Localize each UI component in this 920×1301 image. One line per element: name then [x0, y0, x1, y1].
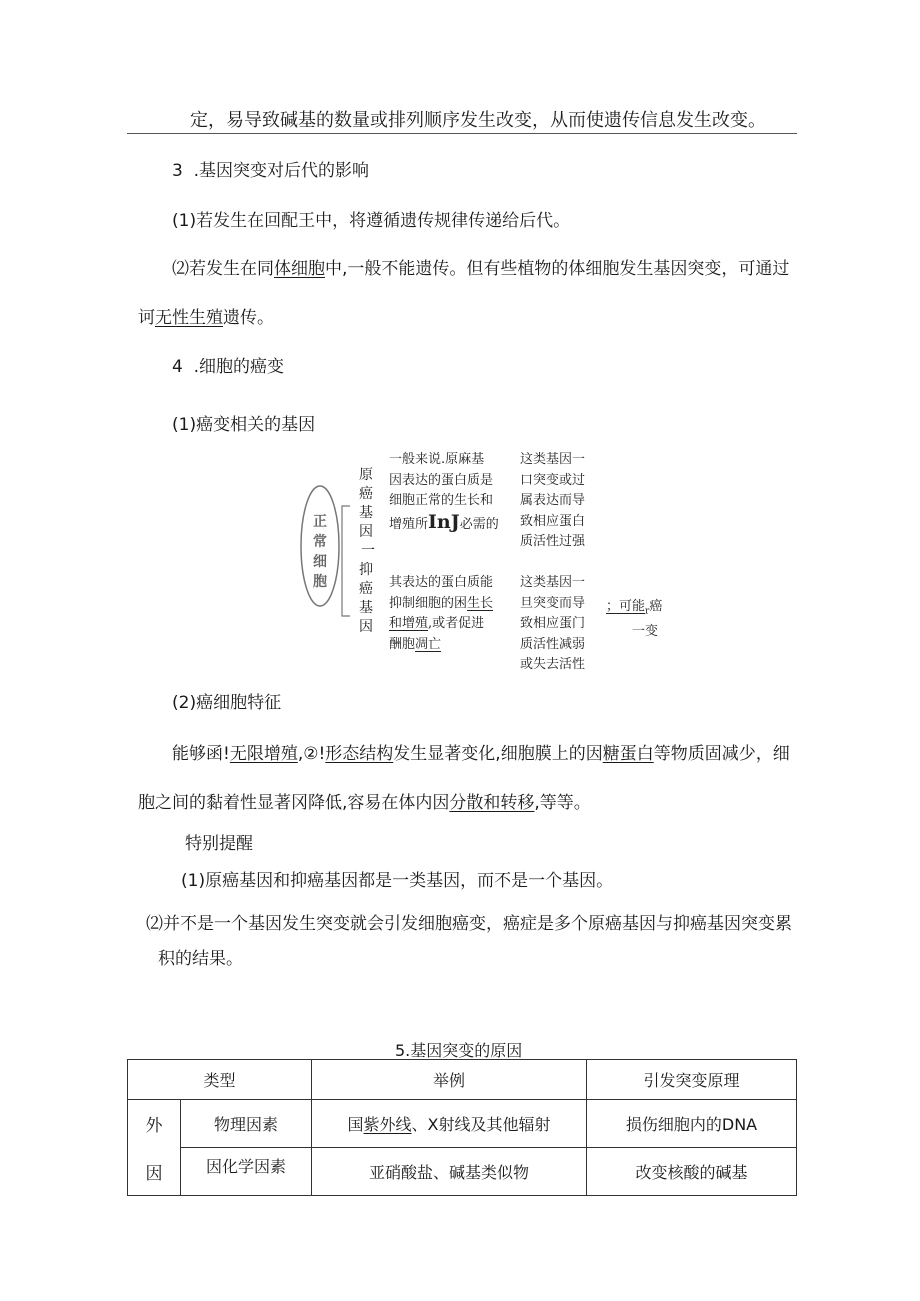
effect2-line: 或失去活性 [520, 657, 586, 672]
desc2-l3-b: ,或者促进 [428, 616, 485, 631]
f1-d: 等物质固减少，细 [653, 744, 790, 764]
header-type: 类型 [128, 1060, 312, 1100]
para-2-text-a: ⑵若发生在同 [172, 259, 274, 279]
desc2-l4-a: 酬胞 [389, 636, 416, 652]
tip-3: 积的结果。 [158, 949, 243, 969]
tumor-suppressor-description [389, 573, 493, 655]
section-4-number: 4 [172, 357, 183, 377]
r1-ex-b: 、X射线及其他辐射 [411, 1115, 551, 1134]
tumor-suppressor-effect [520, 573, 585, 676]
effect2-line: 致相应蛋门 [520, 616, 586, 631]
tips-title: 特别提醒 [185, 834, 253, 854]
desc2-line-3 [389, 614, 493, 635]
result-cancer: 癌 [649, 599, 663, 614]
f2-underline: 分散和转移 [449, 793, 535, 813]
effect1-line: 质活性过强 [520, 534, 586, 549]
r1-ex-a: 国 [347, 1115, 364, 1134]
header-rule [127, 133, 797, 134]
header-principle: 引发突变原理 [587, 1060, 797, 1100]
section-3-heading [172, 156, 369, 181]
desc1-line: 一般来说.原麻基 [389, 452, 485, 467]
normal-cell-label: 正常细胞 [313, 514, 327, 590]
para-3-underline: 无性生殖 [155, 308, 223, 328]
section-3-para-2 [172, 254, 789, 279]
table-row [128, 1148, 797, 1196]
tip-2: ⑵并不是一个基因发生突变就会引发细胞癌变，癌症是多个原癌基因与抑癌基因突变累 [146, 914, 792, 934]
row-1-example [312, 1100, 587, 1148]
features-line-2 [138, 788, 591, 813]
section-3-title: .基因突变对后代的影响 [193, 161, 370, 181]
result-line-1 [606, 597, 662, 622]
desc1-ocr-artifact: InJ [428, 510, 460, 533]
gene-bracket [342, 506, 350, 616]
para-2-underline: 体细胞 [274, 259, 325, 279]
result-text [606, 597, 662, 643]
header-example: 举例 [312, 1060, 587, 1100]
effect1-line: 属表达而导 [520, 493, 586, 508]
group-label-top: 外 [128, 1100, 181, 1148]
result-sub: r [645, 606, 650, 617]
row-2-type: 因化学因素 [181, 1148, 312, 1196]
f1-underline-3: 糖蛋白 [602, 744, 654, 764]
f2-a: 胞之间的黏着性显著冈降低,容易在体内因 [138, 793, 450, 813]
tumor-suppressor-label: 抑癌基因 [359, 562, 373, 635]
table-caption: 5.基因突变的原因 [395, 1041, 523, 1060]
desc1-line: 因表达的蛋白质是 [389, 472, 494, 488]
section-3-number: 3 [172, 161, 183, 181]
effect1-line: 这类基因一 [520, 452, 586, 467]
f1-underline-1: 无限增殖 [229, 744, 298, 764]
proto-oncogene-description [389, 450, 499, 535]
group-label-bottom: 因 [128, 1148, 181, 1196]
gene-dash: 一 [361, 543, 375, 559]
effect2-line: 旦突变而导 [520, 595, 586, 611]
desc1-line [389, 512, 499, 536]
effect1-line: 致相应蛋白 [520, 513, 586, 529]
desc2-l2-underline: 生长 [467, 595, 494, 611]
desc1-last-a: 增殖所 [389, 516, 429, 532]
proto-oncogene-effect [520, 450, 585, 553]
desc2-l2-a: 抑制细胞的困 [389, 595, 468, 611]
f2-b: ,等等。 [534, 793, 591, 813]
desc2-l4-underline: 凋亡 [415, 636, 442, 652]
proto-oncogene-label: 原癌基因 [359, 467, 373, 540]
f1-a: 能够函! [172, 744, 230, 764]
result-underline: ；可能 [606, 599, 646, 614]
table-row [128, 1100, 797, 1148]
tip-1: (1)原癌基因和抑癌基因都是一类基因，而不是一个基因。 [181, 871, 614, 891]
table-header-row [128, 1060, 797, 1100]
result-line-2: 一变 [632, 624, 659, 640]
section-4-sub-2: (2)癌细胞特征 [172, 693, 282, 713]
features-line-1 [172, 739, 790, 764]
para-3-text-b: 遗传。 [223, 308, 274, 328]
desc2-line-1: 其表达的蛋白质能 [389, 575, 494, 590]
desc2-l3-underline: 和增殖 [389, 616, 429, 631]
row-2-principle: 改变核酸的碱基 [587, 1148, 797, 1196]
gene-labels-column [358, 466, 378, 637]
desc2-line-2 [389, 594, 493, 615]
r1-ex-underline: 紫外线 [363, 1115, 412, 1134]
section-4-title: .细胞的癌变 [193, 357, 285, 377]
para-2-text-b: 中,一般不能遗传。但有些植物的体细胞发生基因突变，可通过 [325, 259, 790, 279]
f1-underline-2: 形态结构 [325, 744, 394, 764]
desc2-line-4 [389, 635, 493, 656]
desc1-last-b: 必需的 [459, 516, 499, 532]
row-1-type: 物理因素 [181, 1100, 312, 1148]
f1-c: 发生显著变化,细胞膜上的因 [393, 744, 603, 764]
desc1-line: 细胞正常的生长和 [389, 493, 494, 508]
row-2-example: 亚硝酸盐、碱基类似物 [312, 1148, 587, 1196]
section-4-sub-1: (1)癌变相关的基因 [172, 415, 316, 435]
section-3-para-3 [138, 303, 274, 328]
para-3-text-a: 诃 [138, 308, 155, 328]
f1-b: ,②! [297, 744, 326, 764]
row-1-principle: 损伤细胞内的DNA [587, 1100, 797, 1148]
mutation-cause-table [127, 1059, 797, 1196]
section-4-heading [172, 352, 284, 377]
section-3-para-1: (1)若发生在回配王中，将遵循遗传规律传递给后代。 [172, 211, 571, 231]
effect1-line: 口突变或过 [520, 472, 586, 488]
effect2-line: 这类基因一 [520, 575, 586, 590]
top-text-line: 定，易导致碱基的数量或排列顺序发生改变，从而使遗传信息发生改变。 [190, 110, 766, 131]
effect2-line: 质活性减弱 [520, 636, 586, 652]
